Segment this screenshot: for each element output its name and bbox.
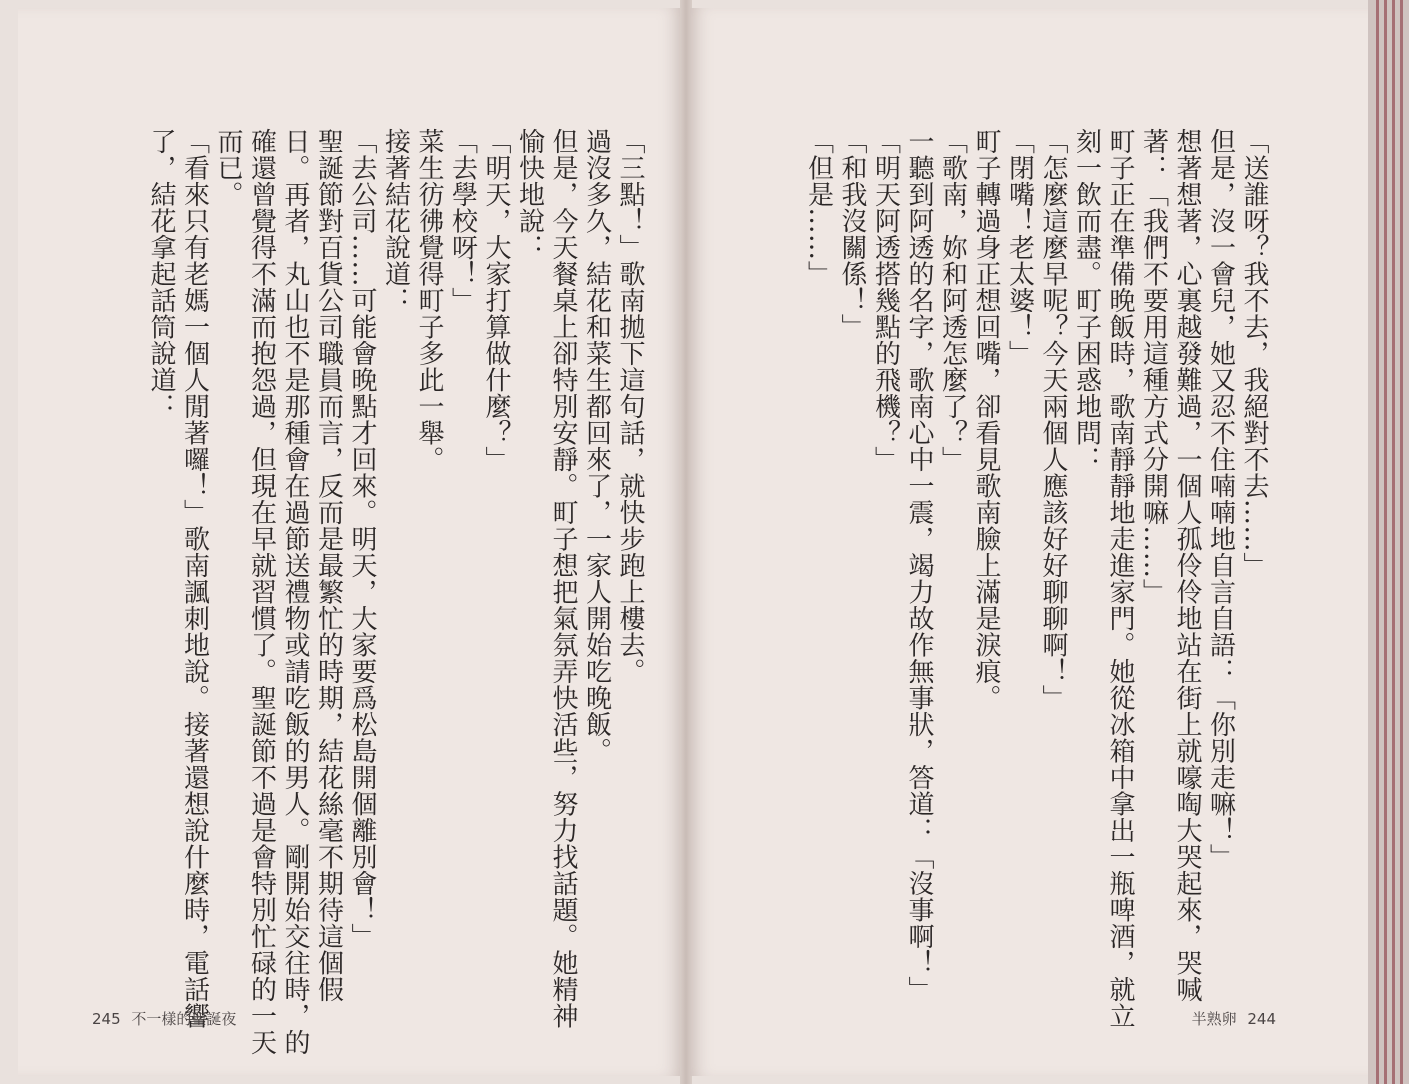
text-line: 但是，今天餐桌上卻特別安靜。町子想把氣氛弄快活些，努力找話題。她精神 xyxy=(548,128,578,1029)
text-line: 想著想著，心裏越發難過，一個人孤伶伶地站在街上就嚎啕大哭起來，哭喊 xyxy=(1172,128,1202,1003)
text-line: 愉快地說： xyxy=(514,128,545,261)
text-line: 刻一飲而盡。町子困惑地問： xyxy=(1071,128,1102,473)
text-line: 「閉嘴！老太婆！」 xyxy=(1004,128,1035,367)
page-number: 245 xyxy=(92,1010,121,1028)
left-page-footer xyxy=(92,1008,242,1029)
text-line: 「歌南，妳和阿透怎麼了？」 xyxy=(937,128,968,473)
text-line: 著：「我們不要用這種方式分開嘛……」 xyxy=(1138,128,1169,605)
text-line: 「送誰呀？我不去，我絕對不去……」 xyxy=(1239,128,1269,579)
text-line: 「但是……」 xyxy=(803,128,834,287)
text-line: 「去學校呀！」 xyxy=(447,128,478,314)
text-line: 接著結花說道： xyxy=(380,128,411,314)
text-line: 聖誕節對百貨公司職員而言，反而是最繁忙的時期，結花絲毫不期待這個假 xyxy=(313,128,344,1003)
text-line: 過沒多久，結花和菜生都回來了，一家人開始吃晚飯。 xyxy=(581,128,612,764)
text-line: 「去公司……可能會晚點才回來。明天，大家要爲松島開個離別會！」 xyxy=(347,128,377,950)
text-line: 「看來只有老媽一個人閒著囉！」歌南諷刺地說。接著還想說什麼時，電話響 xyxy=(179,128,210,1029)
text-line: 而已。 xyxy=(213,128,243,208)
text-line: 「三點！」歌南拋下這句話，就快步跑上樓去。 xyxy=(615,128,645,685)
text-line: 日。再者，丸山也不是那種會在過節送禮物或請吃飯的男人。剛開始交往時，的 xyxy=(280,128,310,1056)
right-page xyxy=(690,8,1368,1076)
text-line: 了，結花拿起話筒說道： xyxy=(146,128,176,420)
text-line: 「怎麼這麼早呢？今天兩個人應該好好聊聊啊！」 xyxy=(1038,128,1068,711)
running-title: 不一樣的聖誕夜 xyxy=(131,1010,237,1028)
text-line: 町子轉過身正想回嘴，卻看見歌南臉上滿是淚痕。 xyxy=(971,128,1001,711)
left-page xyxy=(18,8,682,1076)
text-line: 菜生彷彿覺得町子多此一舉。 xyxy=(414,128,444,473)
page-number: 244 xyxy=(1247,1010,1276,1028)
page-edges xyxy=(1368,0,1409,1084)
text-line: 「和我沒關係！」 xyxy=(837,128,867,340)
text-line: 「明天，大家打算做什麼？」 xyxy=(481,128,511,473)
text-line: 「明天阿透搭幾點的飛機？」 xyxy=(870,128,901,473)
text-line: 但是，沒一會兒，她又忍不住喃喃地自言自語：「你別走嘛！」 xyxy=(1205,128,1236,870)
text-line: 一聽到阿透的名字，歌南心中一震，竭力故作無事狀，答道：「沒事啊！」 xyxy=(904,128,934,1003)
text-line: 確還曾覺得不滿而抱怨過，但現在早就習慣了。聖誕節不過是會特別忙碌的一天 xyxy=(246,128,277,1056)
text-line: 町子正在準備晚飯時，歌南靜靜地走進家門。她從冰箱中拿出一瓶啤酒，就立 xyxy=(1105,128,1135,1029)
running-title: 半熟卵 xyxy=(1191,1010,1237,1028)
right-page-footer xyxy=(1192,1008,1282,1029)
